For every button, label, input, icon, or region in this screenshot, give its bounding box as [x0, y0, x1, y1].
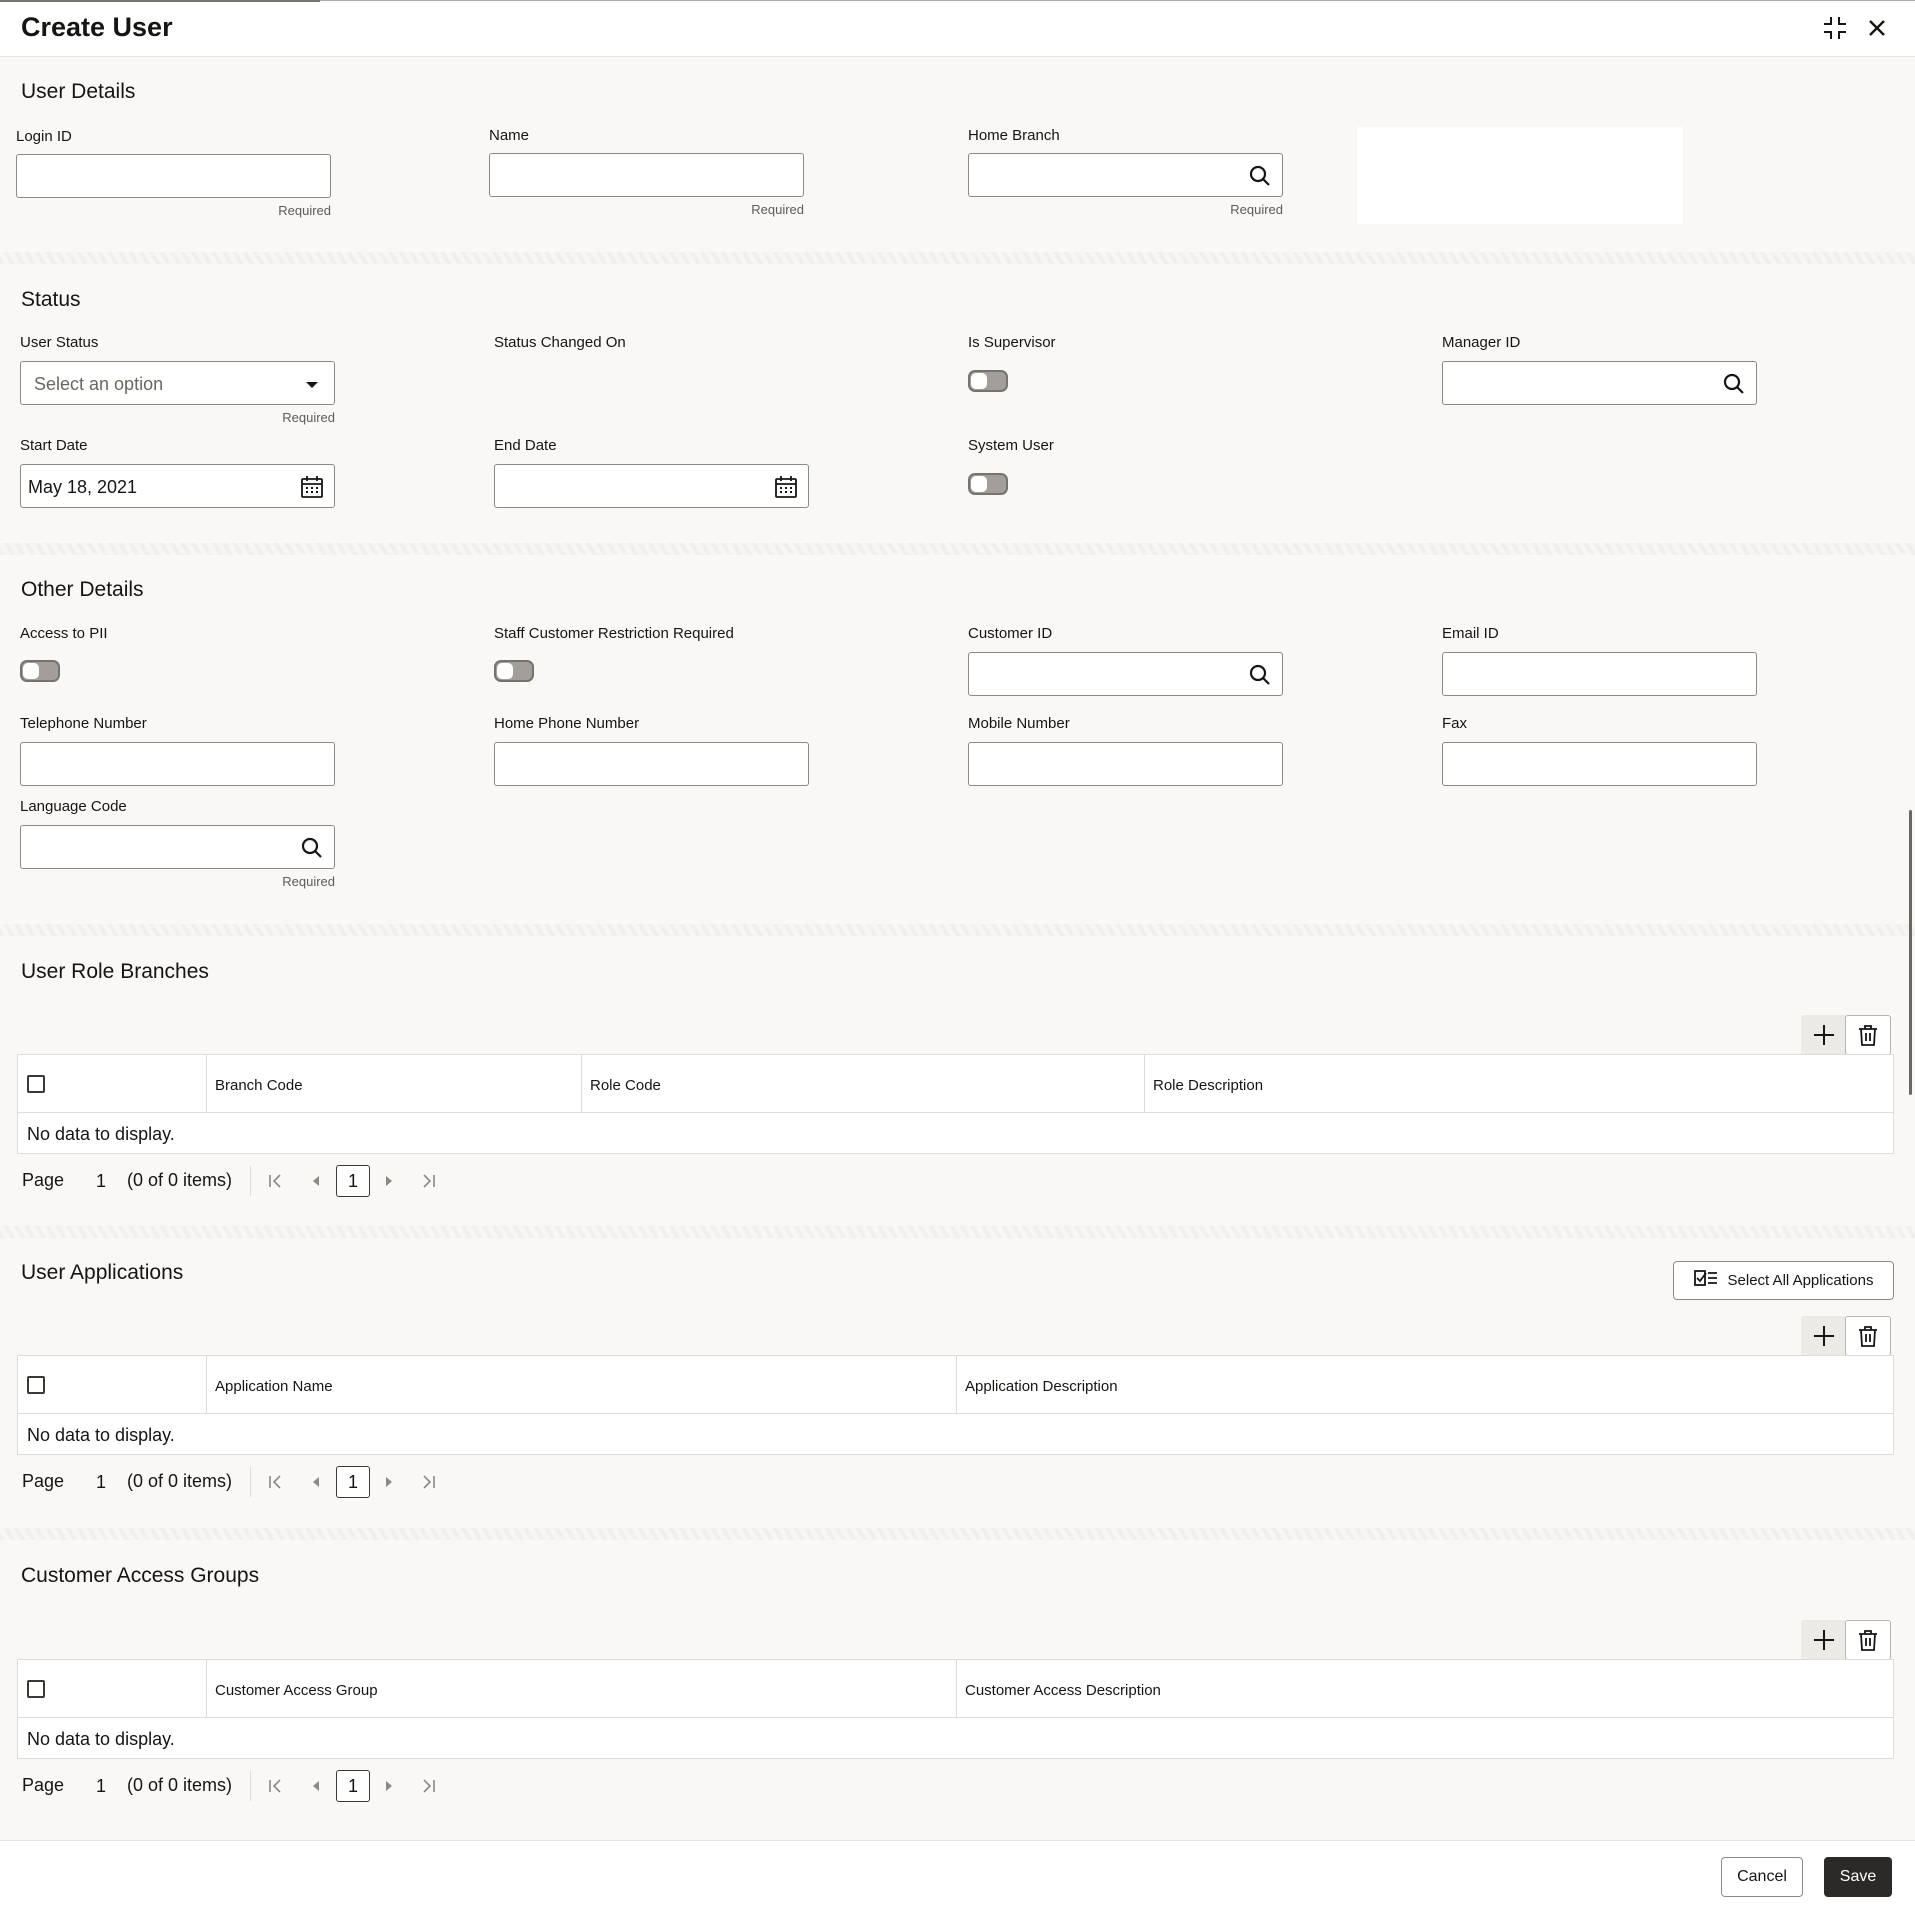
current-page-button[interactable]: 1	[336, 1466, 370, 1498]
applications-table	[17, 1355, 1894, 1455]
table-header	[18, 1660, 1893, 1718]
home-branch-input[interactable]	[968, 153, 1283, 197]
prev-page-icon[interactable]	[306, 1776, 326, 1796]
close-icon[interactable]	[1861, 12, 1893, 44]
select-all-applications-button[interactable]	[1673, 1261, 1894, 1300]
other-details-title: Other Details	[21, 578, 144, 601]
collapse-icon[interactable]	[1819, 12, 1851, 44]
login-id-input[interactable]	[16, 154, 331, 198]
last-page-icon[interactable]	[418, 1472, 438, 1492]
add-application-button[interactable]	[1801, 1316, 1847, 1356]
name-input[interactable]	[489, 153, 804, 197]
pager-separator	[250, 1771, 251, 1801]
delete-role-branch-button[interactable]	[1845, 1015, 1891, 1055]
login-id-label: Login ID	[16, 128, 72, 145]
fax-input[interactable]	[1442, 742, 1757, 786]
staff-restriction-label: Staff Customer Restriction Required	[494, 625, 734, 642]
table-header	[18, 1356, 1893, 1414]
delete-application-button[interactable]	[1845, 1316, 1891, 1356]
cancel-button[interactable]: Cancel	[1721, 1857, 1803, 1897]
empty-message: No data to display.	[27, 1425, 175, 1445]
home-branch-label: Home Branch	[968, 127, 1060, 144]
column-header[interactable]: Branch Code	[206, 1055, 581, 1113]
calendar-icon[interactable]	[300, 475, 324, 499]
delete-access-group-button[interactable]	[1845, 1620, 1891, 1660]
select-all-checkbox[interactable]	[27, 1075, 45, 1093]
current-page-button[interactable]: 1	[336, 1165, 370, 1197]
next-page-icon[interactable]	[379, 1776, 399, 1796]
search-icon[interactable]	[300, 836, 324, 860]
user-status-select[interactable]	[20, 361, 335, 405]
search-icon[interactable]	[1248, 164, 1272, 188]
user-details-title: User Details	[21, 80, 136, 103]
role-branches-table	[17, 1054, 1894, 1154]
header-accent	[0, 0, 320, 2]
column-header[interactable]: Role Description	[1144, 1055, 1894, 1113]
caret-down-icon	[300, 373, 324, 397]
is-supervisor-toggle[interactable]	[968, 370, 1008, 392]
prev-page-icon[interactable]	[306, 1472, 326, 1492]
empty-message: No data to display.	[27, 1729, 175, 1749]
column-header[interactable]: Customer Access Group	[206, 1660, 956, 1718]
section-divider	[0, 1226, 1915, 1238]
language-code-input[interactable]	[20, 825, 335, 869]
pager-page-input[interactable]: 1	[96, 1776, 107, 1796]
home-phone-label: Home Phone Number	[494, 715, 640, 732]
select-all-checkbox[interactable]	[27, 1376, 45, 1394]
column-header[interactable]: Customer Access Description	[956, 1660, 1894, 1718]
add-access-group-button[interactable]	[1801, 1620, 1847, 1660]
pager-label: Page	[22, 1471, 65, 1491]
pager-summary: (0 of 0 items)	[127, 1170, 233, 1190]
pager-label: Page	[22, 1170, 65, 1190]
start-date-value: May 18, 2021	[28, 477, 138, 497]
blank-panel	[1357, 127, 1683, 224]
user-status-label: User Status	[20, 334, 99, 351]
first-page-icon[interactable]	[266, 1776, 286, 1796]
last-page-icon[interactable]	[418, 1171, 438, 1191]
access-pii-label: Access to PII	[20, 625, 108, 642]
save-button[interactable]: Save	[1824, 1857, 1892, 1897]
dialog-footer	[0, 1840, 1915, 1905]
status-title: Status	[21, 288, 81, 311]
language-code-label: Language Code	[20, 798, 127, 815]
customer-id-input[interactable]	[968, 652, 1283, 696]
mobile-input[interactable]	[968, 742, 1283, 786]
pager-page-input[interactable]: 1	[96, 1472, 107, 1492]
system-user-toggle[interactable]	[968, 473, 1008, 495]
mobile-label: Mobile Number	[968, 715, 1070, 732]
column-header[interactable]: Application Description	[956, 1356, 1894, 1414]
scrollbar-thumb[interactable]	[1909, 810, 1912, 1095]
customer-id-label: Customer ID	[968, 625, 1053, 642]
user-status-hint: Required	[282, 410, 335, 425]
home-branch-hint: Required	[1230, 202, 1283, 217]
staff-restriction-toggle[interactable]	[494, 660, 534, 682]
select-all-applications-label: Select All Applications	[1727, 1272, 1874, 1289]
dialog-header	[0, 0, 1915, 57]
user-status-placeholder: Select an option	[34, 374, 164, 394]
end-date-input[interactable]	[494, 464, 809, 508]
section-divider	[0, 252, 1915, 264]
next-page-icon[interactable]	[379, 1171, 399, 1191]
home-phone-input[interactable]	[494, 742, 809, 786]
pager-label: Page	[22, 1775, 65, 1795]
current-page-button[interactable]: 1	[336, 1770, 370, 1802]
calendar-icon[interactable]	[774, 475, 798, 499]
table-header	[18, 1055, 1893, 1113]
language-code-hint: Required	[282, 874, 335, 889]
search-icon[interactable]	[1248, 663, 1272, 687]
telephone-input[interactable]	[20, 742, 335, 786]
email-id-label: Email ID	[1442, 625, 1499, 642]
status-changed-on-label: Status Changed On	[494, 334, 626, 351]
prev-page-icon[interactable]	[306, 1171, 326, 1191]
pager-page-input[interactable]: 1	[96, 1171, 107, 1191]
system-user-label: System User	[968, 437, 1054, 454]
telephone-label: Telephone Number	[20, 715, 147, 732]
name-hint: Required	[751, 202, 804, 217]
manager-id-label: Manager ID	[1442, 334, 1521, 351]
fax-label: Fax	[1442, 715, 1468, 732]
section-divider	[0, 543, 1915, 555]
next-page-icon[interactable]	[379, 1472, 399, 1492]
name-label: Name	[489, 127, 530, 144]
email-id-input[interactable]	[1442, 652, 1757, 696]
section-divider	[0, 924, 1915, 936]
section-divider	[0, 1528, 1915, 1540]
search-icon[interactable]	[1722, 372, 1746, 396]
access-groups-table	[17, 1659, 1894, 1759]
pager-separator	[250, 1166, 251, 1196]
pager-summary: (0 of 0 items)	[127, 1471, 233, 1491]
access-groups-title: Customer Access Groups	[21, 1564, 260, 1587]
last-page-icon[interactable]	[418, 1776, 438, 1796]
column-header[interactable]: Application Name	[206, 1356, 956, 1414]
select-all-checkbox[interactable]	[27, 1680, 45, 1698]
pager-summary: (0 of 0 items)	[127, 1775, 233, 1795]
is-supervisor-label: Is Supervisor	[968, 334, 1056, 351]
first-page-icon[interactable]	[266, 1472, 286, 1492]
column-header[interactable]: Role Code	[581, 1055, 1144, 1113]
access-pii-toggle[interactable]	[20, 660, 60, 682]
manager-id-input[interactable]	[1442, 361, 1757, 405]
empty-message: No data to display.	[27, 1124, 175, 1144]
pager-separator	[250, 1467, 251, 1497]
page-title: Create User	[21, 12, 173, 42]
start-date-label: Start Date	[20, 437, 88, 454]
applications-title: User Applications	[21, 1261, 184, 1284]
start-date-input[interactable]	[20, 464, 335, 508]
checklist-icon	[1694, 1269, 1718, 1292]
first-page-icon[interactable]	[266, 1171, 286, 1191]
role-branches-title: User Role Branches	[21, 960, 209, 983]
end-date-label: End Date	[494, 437, 557, 454]
add-role-branch-button[interactable]	[1801, 1015, 1847, 1055]
login-id-hint: Required	[278, 203, 331, 218]
